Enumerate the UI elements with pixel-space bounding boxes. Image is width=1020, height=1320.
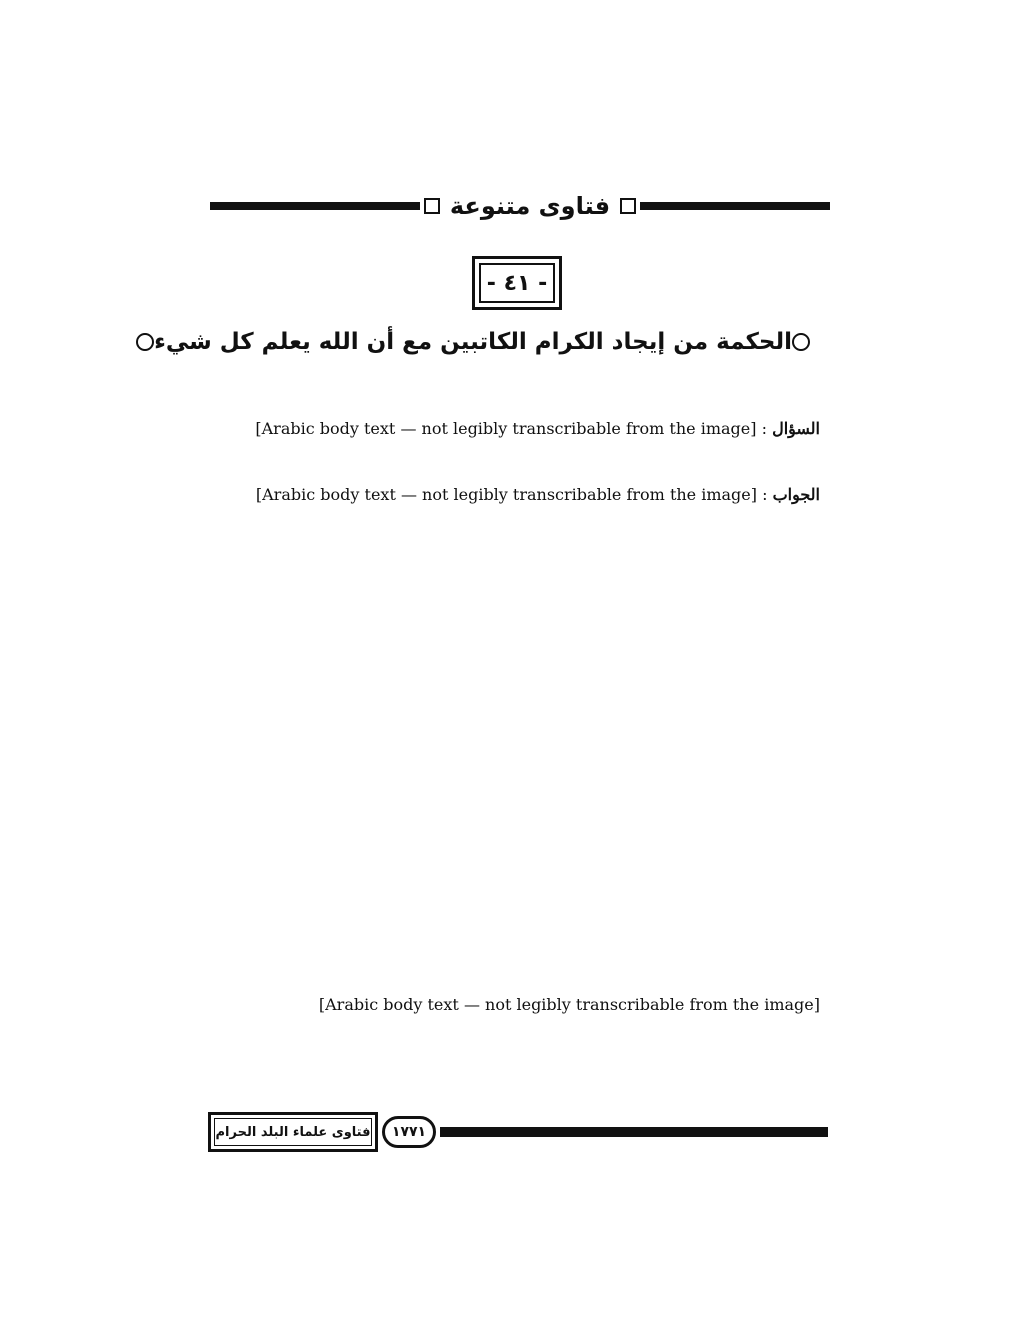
question-text: [Arabic body text — not legibly transcribable from the image] [255, 419, 757, 438]
circle-bullet-icon [792, 333, 810, 351]
answer-label: الجواب [772, 485, 820, 504]
square-bullet-icon [620, 198, 636, 214]
answer-text: [Arabic body text — not legibly transcribable from the image] [255, 485, 758, 504]
section-title [420, 186, 640, 226]
fatwa-title-text: الحكمة من إيجاد الكرام الكاتبين مع أن الله يعلم كل شيء [154, 329, 792, 355]
conclusion-paragraph [208, 984, 820, 1026]
header-rule-right [640, 202, 830, 210]
fatwa-title [154, 320, 810, 364]
footer-rule [440, 1127, 828, 1137]
section-header [210, 186, 830, 226]
answer-paragraph: الجواب : [Arabic body text — not legibly transcribable from the image] [255, 485, 820, 504]
circle-bullet-icon [136, 333, 154, 351]
question-paragraph: السؤال : [Arabic body text — not legibly transcribable from the image] [255, 419, 820, 438]
question-label: السؤال [772, 419, 820, 438]
book-title: فتاوى علماء البلد الحرام [214, 1118, 372, 1146]
conclusion-text: [Arabic body text — not legibly transcribable from the image] [318, 995, 820, 1014]
square-bullet-icon [424, 198, 440, 214]
header-rule-left [210, 202, 420, 210]
page-number: ١٧٧١ [382, 1116, 436, 1148]
book-title-box [208, 1112, 378, 1152]
page-footer [208, 1112, 828, 1156]
fatwa-number-box [472, 256, 562, 310]
fatwa-number: - ٤١ - [479, 263, 555, 303]
section-title-text: فتاوى متنوعة [449, 192, 611, 220]
